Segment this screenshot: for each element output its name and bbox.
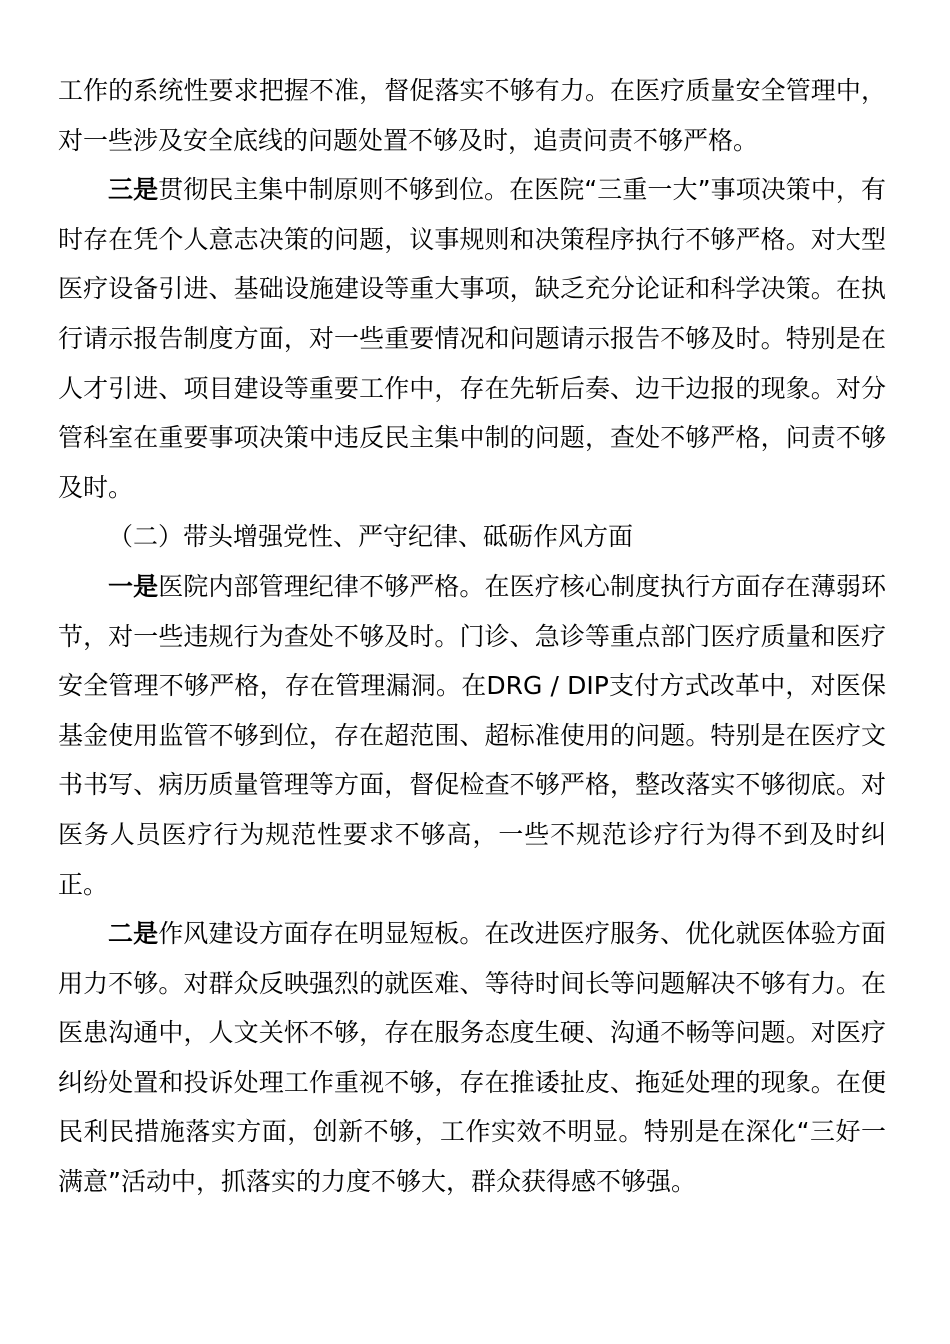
paragraph-lead: 一是 [108, 571, 159, 601]
paragraph-text: 工作的系统性要求把握不准，督促落实不够有力。在医疗质量安全管理中，对一些涉及安全底线的问题处置不够及时，追责问责不够严格。 [58, 76, 886, 155]
paragraph-text: 医院内部管理纪律不够严格。在医疗核心制度执行方面存在薄弱环节，对一些违规行为查处不够及时。门诊、急诊等重点部门医疗质量和医疗安全管理不够严格，存在管理漏洞。在DRG / DIP支付方式改革中，对医保基金使用监管不够到位，存在超范围、超标准使用的问题。特别是在医疗文书书写、病历质量管理等方面，督促检查不够严格，整改落实不够彻底。对医务人员医疗行为规范性要求不够高，一些不规范诊疗行为得不到及时纠正。 [58, 571, 886, 899]
paragraph-point-one [58, 562, 886, 909]
paragraph-point-two [58, 909, 886, 1207]
document-page [58, 66, 886, 1207]
paragraph-continuation [58, 66, 886, 165]
paragraph-text: 贯彻民主集中制原则不够到位。在医院“三重一大”事项决策中，有时存在凭个人意志决策的问题，议事规则和决策程序执行不够严格。对大型医疗设备引进、基础设施建设等重大事项，缺乏充分论证和科学决策。在执行请示报告制度方面，对一些重要情况和问题请示报告不够及时。特别是在人才引进、项目建设等重要工作中，存在先斩后奏、边干边报的现象。对分管科室在重要事项决策中违反民主集中制的问题，查处不够严格，问责不够及时。 [58, 175, 886, 502]
paragraph-point-three [58, 165, 886, 512]
paragraph-text: 作风建设方面存在明显短板。在改进医疗服务、优化就医体验方面用力不够。对群众反映强烈的就医难、等待时间长等问题解决不够有力。在医患沟通中，人文关怀不够，存在服务态度生硬、沟通不畅等问题。对医疗纠纷处置和投诉处理工作重视不够，存在推诿扯皮、拖延处理的现象。在便民利民措施落实方面，创新不够，工作实效不明显。特别是在深化“三好一满意”活动中，抓落实的力度不够大，群众获得感不够强。 [58, 919, 886, 1197]
section-heading: （二）带头增强党性、严守纪律、砥砺作风方面 [108, 522, 634, 552]
paragraph-lead: 二是 [108, 919, 159, 949]
paragraph-lead: 三是 [108, 175, 159, 205]
